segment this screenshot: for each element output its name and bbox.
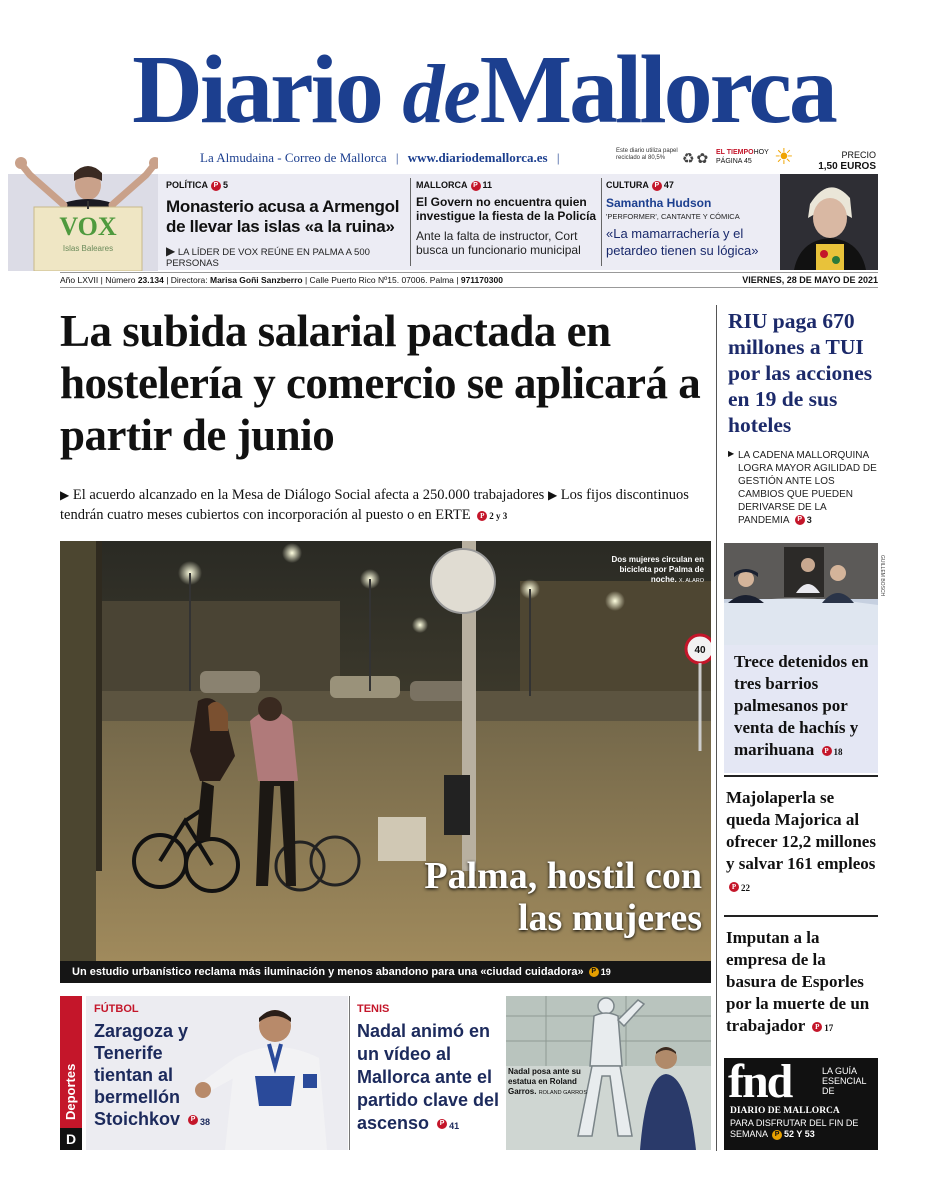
- page-ref-icon: P: [211, 181, 221, 191]
- sports-1-section[interactable]: FÚTBOL: [94, 1003, 139, 1015]
- director-label: Directora:: [170, 275, 208, 285]
- newspaper-logo[interactable]: [132, 36, 835, 145]
- weather-label[interactable]: [716, 148, 769, 166]
- column-divider: [716, 305, 717, 1151]
- page-number: 17: [824, 1023, 834, 1033]
- page-ref-icon: P: [772, 1130, 782, 1140]
- page-ref-icon: P: [188, 1115, 198, 1125]
- bullet-icon: ▶: [60, 488, 70, 502]
- main-bullet-2: Los fijos discontinuos tendrán cuatro meses cubiertos con incorporación al puesto o en ERTE: [60, 487, 689, 523]
- page-ref-icon: P: [477, 511, 487, 521]
- esporles-headline-text: Imputan a la empresa de la basura de Esporles por la muerte de un trabajador: [726, 928, 870, 1035]
- detenidos-headline[interactable]: [734, 651, 876, 763]
- detenidos-headline-text: Trece detenidos en tres barrios palmesanos por venta de hachís y marihuana: [734, 652, 869, 759]
- page-number: 22: [741, 883, 750, 893]
- page-number: 18: [833, 747, 843, 757]
- page-number: 19: [600, 967, 611, 977]
- teaser-3-section[interactable]: [606, 180, 674, 191]
- director-name: Marisa Goñi Sanzberro: [209, 275, 303, 285]
- page-number: 38: [200, 1117, 211, 1127]
- price-label: PRECIO: [841, 150, 876, 160]
- bullet-icon: ▶: [166, 244, 176, 258]
- page-number: 41: [449, 1121, 460, 1131]
- bullet-icon: ▶: [728, 449, 735, 458]
- price-value: 1,50 EUROS: [818, 161, 876, 172]
- number-label: Número: [105, 275, 136, 285]
- vox-sign-sub: Islas Baleares: [62, 244, 114, 253]
- page-ref-icon: P: [729, 882, 739, 892]
- rule: [724, 915, 878, 917]
- page-ref-icon: P: [812, 1022, 822, 1032]
- weather-day: HOY: [753, 149, 769, 156]
- teaser-1-subhead: [166, 244, 406, 269]
- rule: [724, 775, 878, 777]
- recycle-icon: ♻✿: [682, 150, 711, 166]
- issue-date: VIERNES, 28 DE MAYO DE 2021: [742, 275, 878, 285]
- football-player-photo[interactable]: [195, 996, 348, 1150]
- page-ref-icon: P: [822, 746, 832, 756]
- edition-info: Año LXVII | Número 23.134 | Directora: Marisa Goñi Sanzberro | Calle Puerto Rico Nº15. 07006. Palma | 971170300: [60, 275, 503, 285]
- speed-sign-text: 40: [694, 645, 706, 656]
- sports-band-label[interactable]: Deportes: [63, 1063, 78, 1120]
- police-arrest-photo[interactable]: [724, 543, 878, 648]
- divider: [601, 178, 602, 266]
- sun-icon: ☀: [774, 144, 794, 169]
- teaser-1-subhead-text: LA LÍDER DE VOX REÚNE EN PALMA A 500 PERSONAS: [166, 247, 370, 269]
- riu-subhead: [738, 449, 878, 527]
- sports-2-section[interactable]: TENIS: [357, 1003, 390, 1015]
- photo-credit: ROLAND GARROS: [538, 1090, 587, 1096]
- riu-headline[interactable]: RIU paga 670 millones a TUI por las acciones en 19 de sus hoteles: [728, 309, 873, 437]
- page-number: 2 y 3: [489, 511, 508, 521]
- teaser-3-name[interactable]: Samantha Hudson: [606, 196, 712, 210]
- page-number: 52 Y 53: [784, 1129, 815, 1139]
- main-bullet-1: El acuerdo alcanzado en la Mesa de Diálogo Social afecta a 250.000 trabajadores: [72, 487, 545, 503]
- phone: 971170300: [460, 275, 503, 285]
- nadal-photo-caption: [508, 1067, 600, 1098]
- majolaperla-headline-text: Majolaperla se queda Majorica al ofrecer 12,2 millones y salvar 161 empleos: [726, 788, 876, 873]
- main-subhead: [60, 485, 710, 526]
- website-link[interactable]: www.diariodemallorca.es: [407, 150, 548, 165]
- divider: [410, 178, 411, 266]
- samantha-hudson-photo[interactable]: [780, 174, 878, 270]
- weather-page: PÁGINA 45: [716, 158, 752, 165]
- teaser-3-role: 'PERFORMER', CANTANTE Y CÓMICA: [606, 212, 740, 221]
- teaser-2-headline[interactable]: El Govern no encuentra quien investigue la fiesta de la Policía: [416, 195, 597, 223]
- year-label: Año LXVII: [60, 275, 99, 285]
- masthead-subtitle: La Almudaina - Correo de Mallorca: [200, 150, 387, 165]
- majolaperla-headline[interactable]: [726, 787, 878, 899]
- section-name: CULTURA: [606, 180, 649, 190]
- price-box: [806, 150, 876, 172]
- number-value: 23.134: [137, 275, 164, 285]
- masthead: [0, 36, 937, 150]
- page-ref-icon: P: [437, 1119, 447, 1129]
- logo-part-2: de: [402, 48, 480, 141]
- nadal-headline-text: Nadal animó en un vídeo al Mallorca ante el partido clave del ascenso: [357, 1021, 500, 1133]
- teaser-3-quote[interactable]: «La mamarrachería y el petardeo tienen su lógica»: [606, 226, 759, 258]
- photo-credit: GUILLEM BOSCH: [879, 555, 885, 597]
- page-ref-icon: P: [471, 181, 481, 191]
- page-ref-icon: P: [652, 181, 662, 191]
- teaser-1-section[interactable]: [166, 180, 228, 191]
- photo-story-strip[interactable]: [60, 961, 711, 983]
- logo-part-3: Mallorca: [479, 36, 835, 144]
- page-number: 5: [223, 180, 229, 190]
- photo-caption-text: Dos mujeres circulan en bicicleta por Palma de noche.: [611, 555, 704, 584]
- fnd-brand: DIARIO DE MALLORCA: [730, 1106, 840, 1116]
- page-number: 47: [663, 180, 674, 190]
- info-bar: [60, 272, 878, 288]
- vox-speaker-photo[interactable]: [8, 155, 158, 271]
- main-headline[interactable]: La subida salarial pactada en hostelería y comercio se aplicará a partir de junio: [60, 306, 701, 460]
- sports-band-letter: D: [60, 1128, 82, 1150]
- weather-brand: EL TIEMPO: [716, 149, 754, 156]
- page-number: 11: [482, 180, 493, 190]
- separator: |: [556, 150, 560, 165]
- logo-part-1: Diario: [132, 36, 403, 144]
- teaser-2-section[interactable]: [416, 180, 492, 191]
- photo-credit: X. ALARO: [678, 578, 704, 584]
- bullet-icon: ▶: [547, 488, 558, 502]
- vox-sign-text: VOX: [59, 212, 117, 241]
- riu-subhead-text: LA CADENA MALLORQUINA LOGRA MAYOR AGILIDAD DE GESTIÓN ANTE LOS CAMBIOS QUE PUEDEN DERIVARSE DE LA PANDEMIA: [738, 450, 877, 526]
- section-name: MALLORCA: [416, 180, 468, 190]
- stoichkov-headline-text: Zaragoza y Tenerife tientan al bermellón Stoichkov: [94, 1021, 189, 1129]
- page-ref-icon: P: [589, 967, 599, 977]
- teaser-1-headline[interactable]: Monasterio acusa a Armengol de llevar las islas «a la ruina»: [166, 197, 400, 236]
- page-ref-icon: P: [795, 515, 805, 525]
- page-number: 3: [806, 515, 812, 525]
- masthead-subline: [200, 150, 565, 168]
- fnd-logo: fnd: [728, 1055, 792, 1108]
- fnd-description-text: PARA DISFRUTAR DEL FIN DE SEMANA: [730, 1118, 859, 1139]
- photo-caption: [596, 555, 704, 586]
- photo-strip-text: Un estudio urbanístico reclama más iluminación y menos abandono para una «ciudad cuidadora»: [72, 966, 584, 978]
- separator: |: [395, 150, 399, 165]
- esporles-headline[interactable]: [726, 927, 878, 1039]
- photo-story-title[interactable]: Palma, hostil con las mujeres: [424, 855, 702, 939]
- eco-note: Este diario utiliza papel reciclado al 80,5%: [616, 148, 678, 161]
- nadal-headline[interactable]: [357, 1020, 502, 1138]
- stoichkov-headline[interactable]: [94, 1020, 214, 1133]
- fnd-description: [730, 1118, 875, 1140]
- divider: [349, 996, 350, 1150]
- fnd-tagline: LA GUÍA ESENCIAL DE: [822, 1066, 867, 1096]
- nadal-caption-text: Nadal posa ante su estatua en Roland Garros.: [508, 1067, 581, 1096]
- address: Calle Puerto Rico Nº15. 07006. Palma: [309, 275, 454, 285]
- section-name: POLÍTICA: [166, 180, 208, 190]
- teaser-2-subhead: Ante la falta de instructor, Cort busca un funcionario municipal: [416, 229, 581, 257]
